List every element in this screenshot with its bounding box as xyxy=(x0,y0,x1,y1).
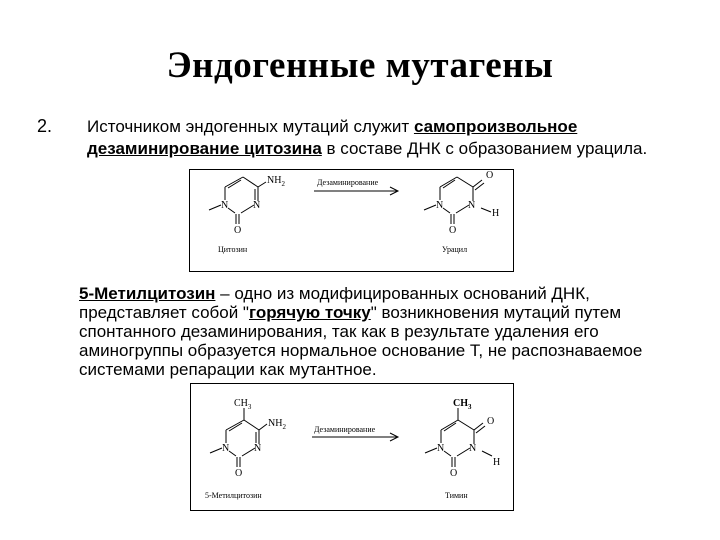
highlight-hot-spot: горячую точку xyxy=(248,303,371,322)
methyl-group-right: $CH_3$ xyxy=(453,398,472,411)
highlight-cytosine-deamination: дезаминирование цитозина xyxy=(87,139,322,158)
list-item-number: 2. xyxy=(37,116,53,136)
atom-o-cytosine: O xyxy=(234,225,242,236)
atom-h-thymine: H xyxy=(493,457,501,468)
atom-o2-thymine: O xyxy=(450,468,458,479)
atom-o2-uracil: O xyxy=(449,225,457,236)
reaction-scheme-2 xyxy=(191,384,513,510)
highlight-methylcytosine: 5-Метилцитозин xyxy=(79,284,216,303)
reaction-scheme-1 xyxy=(190,170,513,271)
para2-text2: " возникновения мутаций путем спонтанного дезаминирования, так как в результате удаления его аминогруппы образуется нормальное основание Т, не распознаваемое системами репарации как мутантное. xyxy=(79,303,643,379)
atom-o4-uracil: O xyxy=(486,170,494,181)
reaction-label-2: Дезаминирование xyxy=(314,425,376,434)
amino-group-label-2: $NH_2$ xyxy=(268,418,286,431)
atom-n1-methylcytosine: N xyxy=(222,443,230,454)
reaction-label-1: Дезаминирование xyxy=(317,178,379,187)
para2-text1: – одно из модифицированных оснований ДНК, представляет собой " xyxy=(79,284,590,322)
thymine-name: Тимин xyxy=(445,491,468,500)
para1-text1: Источником эндогенных мутаций служит xyxy=(87,117,414,136)
para1-text3: в составе ДНК с образованием урацила. xyxy=(321,139,648,158)
paragraph-methylcytosine xyxy=(79,284,699,379)
methylcytosine-deamination-diagram xyxy=(190,383,514,511)
methylcytosine-name: 5-Метилцитозин xyxy=(205,491,262,500)
atom-h-uracil: H xyxy=(492,208,500,219)
atom-n3-methylcytosine: N xyxy=(254,443,262,454)
atom-o4-thymine: O xyxy=(487,416,495,427)
atom-n1-thymine: N xyxy=(437,443,445,454)
atom-n3-thymine: N xyxy=(469,443,477,454)
amino-group-label: $NH_2$ xyxy=(267,175,285,188)
paragraph-deamination xyxy=(87,116,707,160)
slide-title: Эндогенные мутагены xyxy=(166,45,554,86)
atom-n3-cytosine: N xyxy=(253,200,261,211)
cytosine-name: Цитозин xyxy=(218,245,248,254)
atom-n1-cytosine: N xyxy=(221,200,229,211)
atom-n1-uracil: N xyxy=(436,200,444,211)
methyl-group-left: $CH_3$ xyxy=(234,398,252,411)
uracil-name: Урацил xyxy=(442,245,468,254)
highlight-spontaneous: самопроизвольное xyxy=(413,117,578,136)
cytosine-deamination-diagram xyxy=(189,169,514,272)
atom-o-methylcytosine: O xyxy=(235,468,243,479)
atom-n3-uracil: N xyxy=(468,200,476,211)
